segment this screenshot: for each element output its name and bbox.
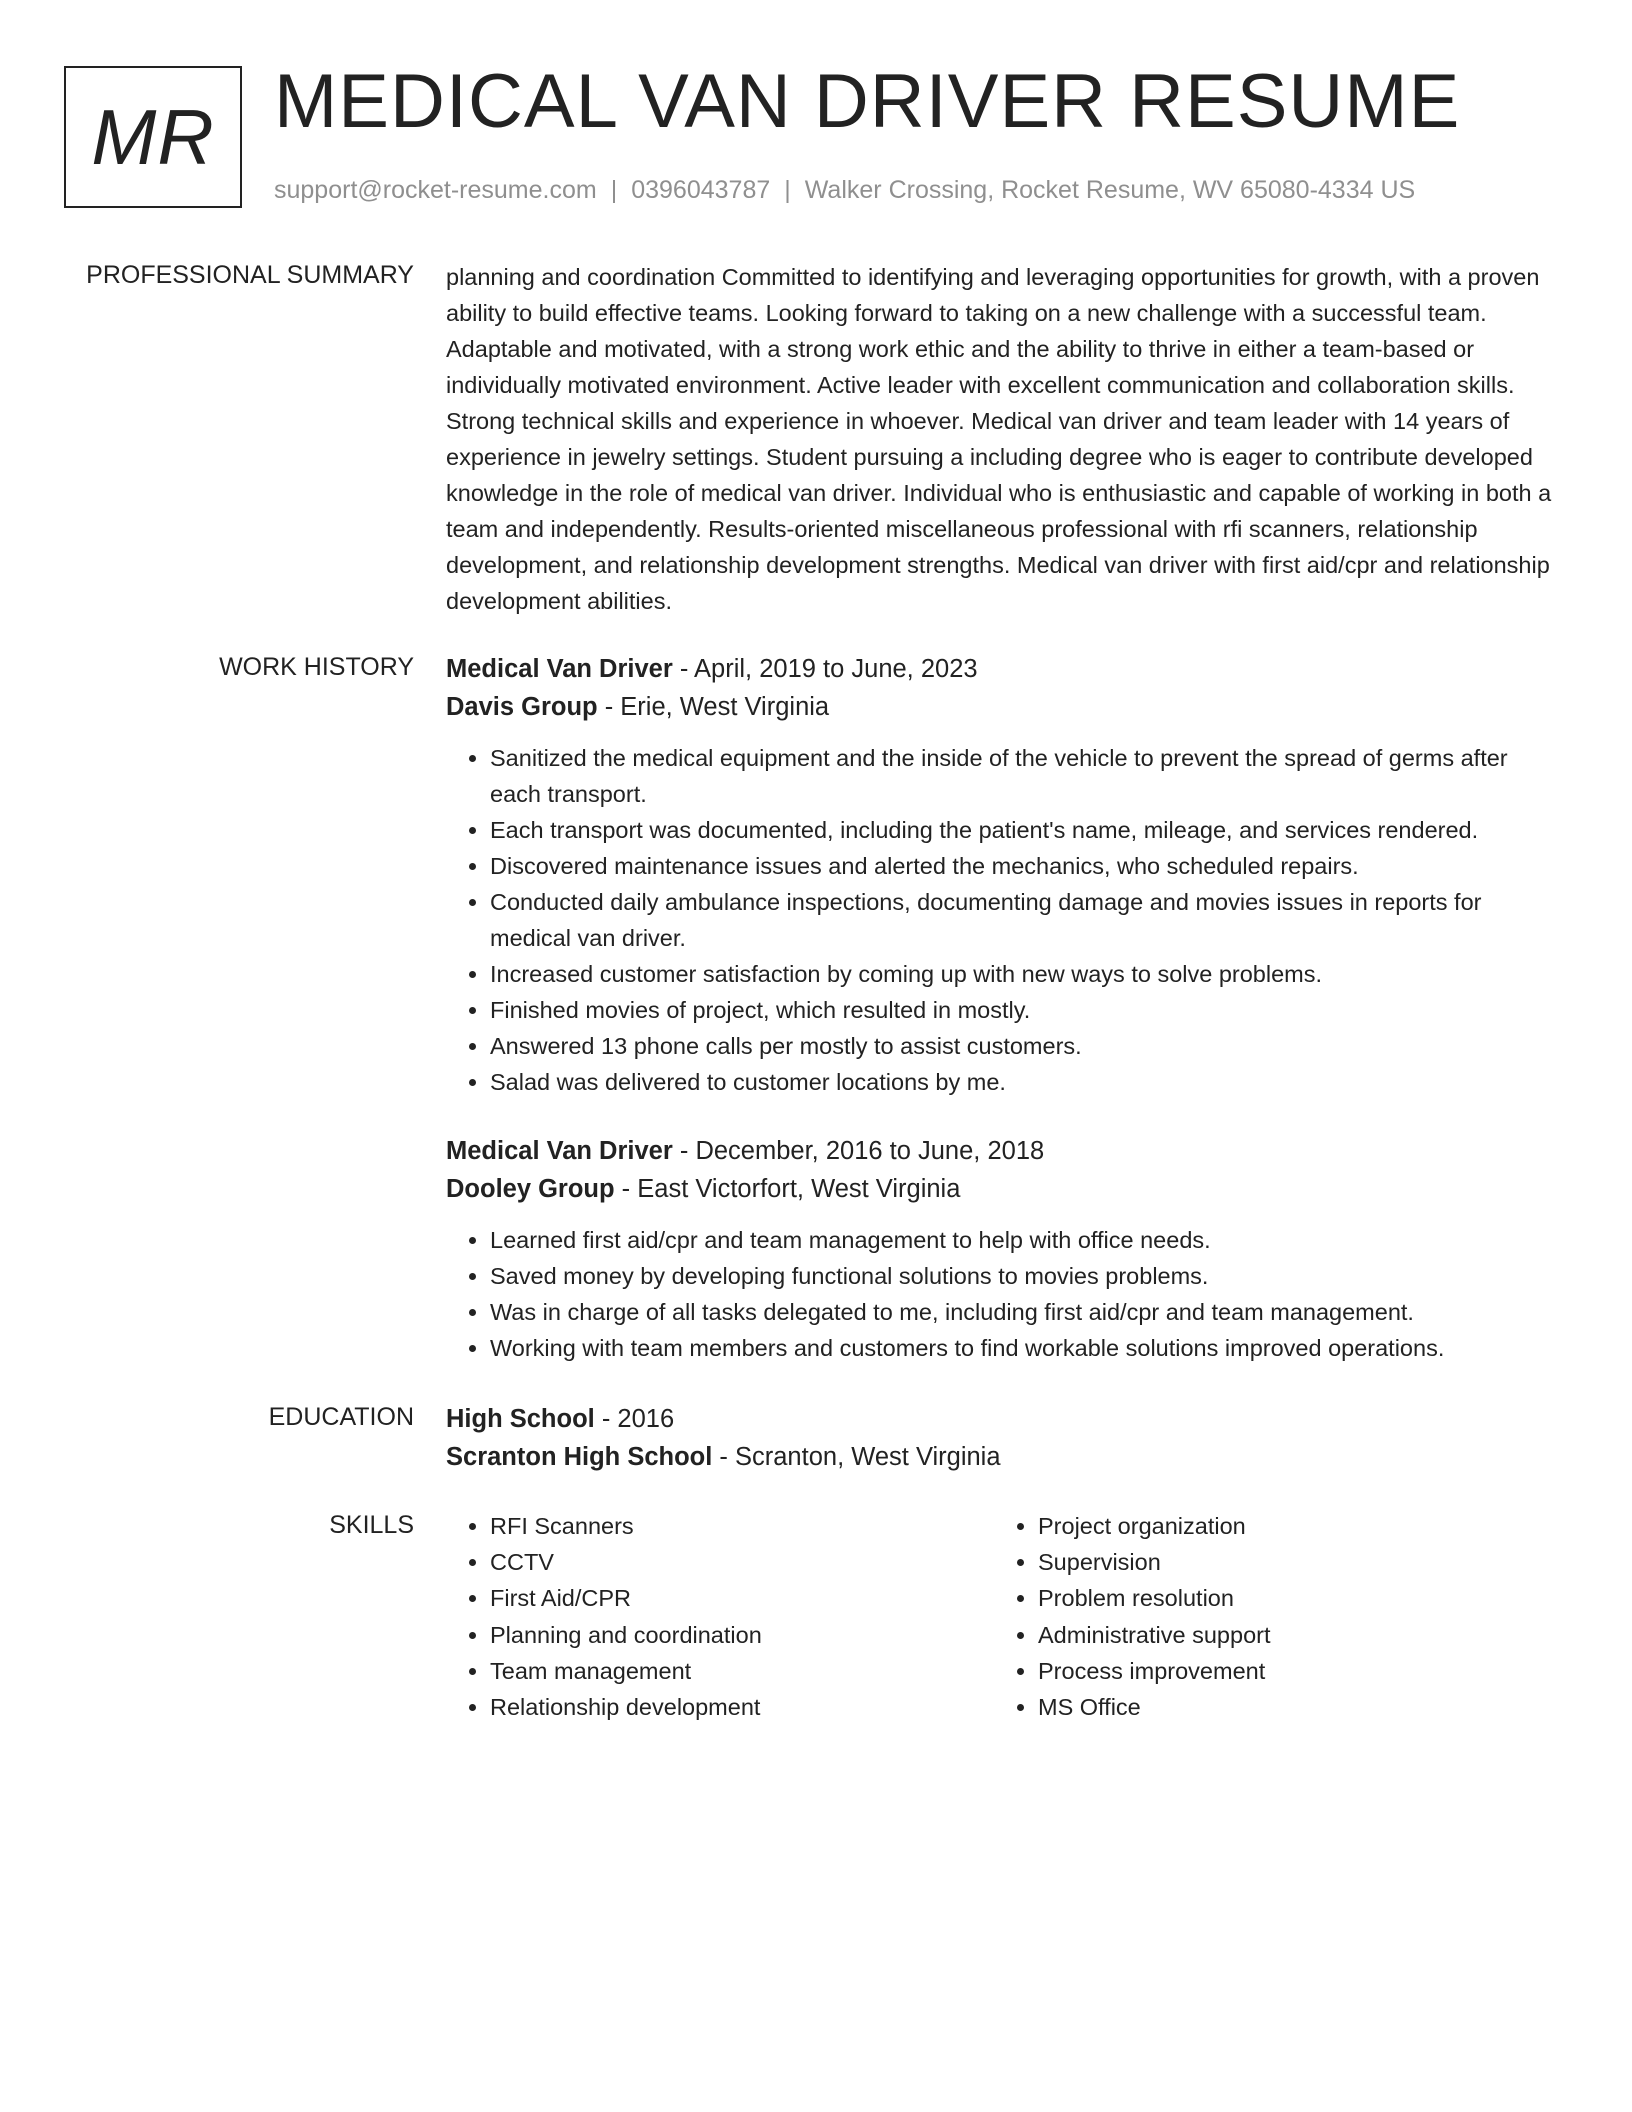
job-bullet-list xyxy=(446,740,1556,1100)
job-title: Medical Van Driver xyxy=(446,1137,673,1165)
skill-item: • CCTV xyxy=(490,1544,994,1580)
skill-item: • Process improvement xyxy=(1038,1653,1542,1689)
list-item: • Answered 13 phone calls per mostly to assist customers. xyxy=(490,1028,1556,1064)
skill-item: • Project organization xyxy=(1038,1508,1542,1544)
list-item: • Conducted daily ambulance inspections, documenting damage and movies issues in reports for medical van driver. xyxy=(490,884,1556,956)
skills-columns xyxy=(446,1508,1556,1725)
job-dates: - April, 2019 to June, 2023 xyxy=(672,655,978,683)
contact-phone: 0396043787 xyxy=(631,176,771,204)
skills-body xyxy=(446,1508,1556,1725)
job-company: Davis Group xyxy=(446,693,598,721)
work-history-label: WORK HISTORY xyxy=(219,653,414,681)
job-company-line xyxy=(446,688,1556,726)
job-dates: - December, 2016 to June, 2018 xyxy=(672,1137,1045,1165)
education-degree: High School xyxy=(446,1405,595,1433)
list-item: • Increased customer satisfaction by coming up with new ways to solve problems. xyxy=(490,956,1556,992)
list-item: • Was in charge of all tasks delegated to me, including first aid/cpr and team management. xyxy=(490,1294,1556,1330)
education-location: - Scranton, West Virginia xyxy=(712,1443,1001,1471)
list-item: • Finished movies of project, which resulted in mostly. xyxy=(490,992,1556,1028)
skills-label: SKILLS xyxy=(329,1511,414,1539)
summary-label: PROFESSIONAL SUMMARY xyxy=(86,261,414,289)
education-label: EDUCATION xyxy=(268,1403,414,1431)
contact-line xyxy=(274,174,1415,206)
skill-item: • Administrative support xyxy=(1038,1617,1542,1653)
skill-item: • First Aid/CPR xyxy=(490,1580,994,1616)
skills-list-right xyxy=(994,1508,1542,1725)
job-entry xyxy=(446,1132,1556,1366)
education-school-line xyxy=(446,1438,1556,1476)
skill-item: • Relationship development xyxy=(490,1689,994,1725)
skill-item: • MS Office xyxy=(1038,1689,1542,1725)
contact-separator: | xyxy=(784,176,791,204)
education-body xyxy=(446,1400,1556,1476)
education-school: Scranton High School xyxy=(446,1443,713,1471)
skill-item: • Supervision xyxy=(1038,1544,1542,1580)
list-item: • Discovered maintenance issues and alerted the mechanics, who scheduled repairs. xyxy=(490,848,1556,884)
education-degree-line xyxy=(446,1400,1556,1438)
job-title-line xyxy=(446,1132,1556,1170)
list-item: • Each transport was documented, including the patient's name, mileage, and services rendered. xyxy=(490,812,1556,848)
skill-item: • RFI Scanners xyxy=(490,1508,994,1544)
list-item: • Sanitized the medical equipment and the inside of the vehicle to prevent the spread of germs after each transport. xyxy=(490,740,1556,812)
summary-body xyxy=(446,259,1556,619)
skill-item: • Planning and coordination xyxy=(490,1617,994,1653)
job-title-line xyxy=(446,650,1556,688)
job-title: Medical Van Driver xyxy=(446,655,673,683)
list-item: • Salad was delivered to customer locations by me. xyxy=(490,1064,1556,1100)
skills-column-right xyxy=(994,1508,1542,1725)
resume-title: MEDICAL VAN DRIVER RESUME xyxy=(274,59,1461,144)
job-location: - Erie, West Virginia xyxy=(597,693,830,721)
skills-list-left xyxy=(446,1508,994,1725)
work-history-body xyxy=(446,650,1556,1361)
skill-item: • Team management xyxy=(490,1653,994,1689)
summary-text: planning and coordination Committed to identifying and leveraging opportunities for growth, with a proven ability to build effective teams. Looking forward to taking on a new challenge with a successful team. Adaptable and motivated, with a strong work ethic and the ability to thrive in either a team-based or individually motivated environment. Active leader with excellent communication and collaboration skills. Strong technical skills and experience in whoever. Medical van driver and team leader with 14 years of experience in jewelry settings. Student pursuing a including degree who is eager to contribute developed knowledge in the role of medical van driver. Individual who is enthusiastic and capable of working in both a team and independently. Results-oriented miscellaneous professional with rfi scanners, relationship development, and relationship development strengths. Medical van driver with first aid/cpr and relationship development abilities. xyxy=(446,264,1552,614)
contact-address: Walker Crossing, Rocket Resume, WV 65080-4334 US xyxy=(804,176,1416,204)
contact-email: support@rocket-resume.com xyxy=(274,176,597,204)
skills-column-left xyxy=(446,1508,994,1725)
job-company: Dooley Group xyxy=(446,1175,615,1203)
job-location: - East Victorfort, West Virginia xyxy=(614,1175,961,1203)
skill-item: • Problem resolution xyxy=(1038,1580,1542,1616)
monogram-box xyxy=(64,66,242,208)
list-item: • Saved money by developing functional solutions to movies problems. xyxy=(490,1258,1556,1294)
contact-separator: | xyxy=(610,176,618,204)
list-item: • Learned first aid/cpr and team management to help with office needs. xyxy=(490,1222,1556,1258)
job-entry xyxy=(446,650,1556,1100)
job-company-line xyxy=(446,1170,1556,1208)
job-bullet-list xyxy=(446,1222,1556,1366)
education-year: - 2016 xyxy=(594,1405,675,1433)
list-item: • Working with team members and customers to find workable solutions improved operations. xyxy=(490,1330,1556,1366)
monogram-initials: MR xyxy=(91,92,215,181)
